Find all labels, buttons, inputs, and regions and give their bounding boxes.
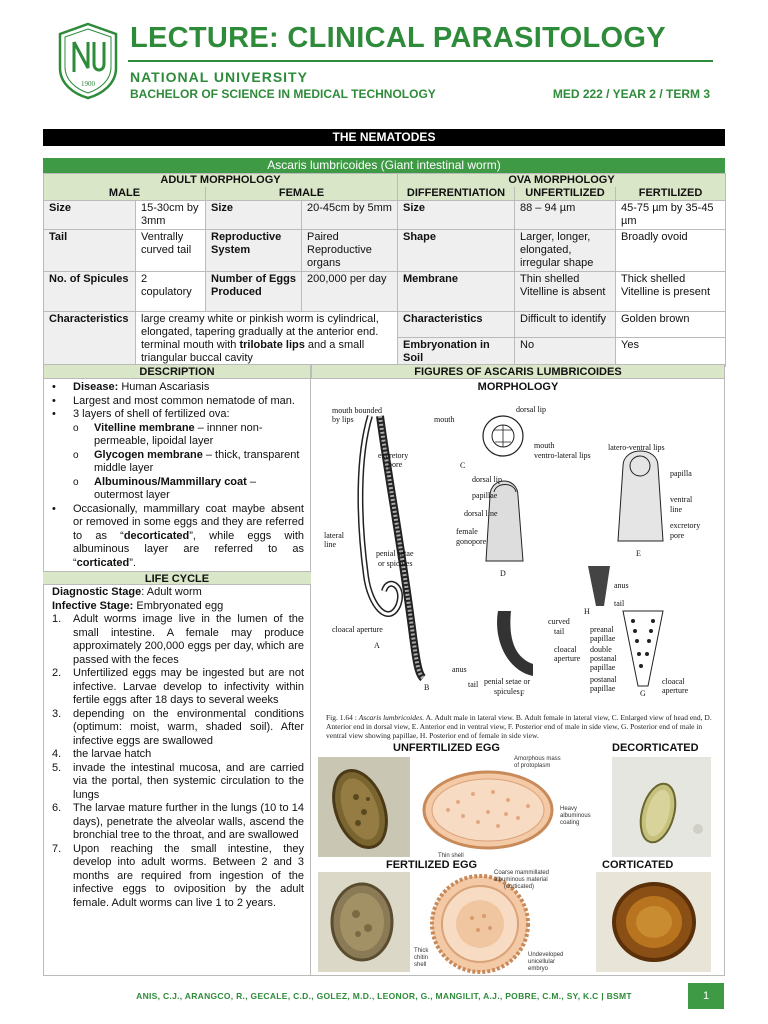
label: excretory [378,451,409,460]
cell: Broadly ovoid [616,230,726,272]
list-item: • Largest and most common nematode of man. [52,395,304,409]
life-cycle-section [52,586,304,910]
decorticated-label: DECORTICATED [612,742,699,754]
label: mouth [534,441,555,450]
step-text: Adult worms image live in the lumen of the small intestine. A female may produce approximately 200,000 eggs per day, which are passed with the feces [73,613,304,666]
course-info: MED 222 / YEAR 2 / TERM 3 [552,87,710,101]
cell: No [515,338,616,367]
description-heading: DESCRIPTION [43,364,311,379]
label: latero-ventral lips [608,443,665,452]
label: gonopore [456,537,487,546]
label: cloacal [554,645,577,654]
corticated-egg-photo [596,872,711,972]
cell: 200,000 per day [302,272,398,312]
label: female [456,527,478,536]
description-section [52,381,304,570]
life-cycle-step [52,613,304,667]
step-text: The larvae mature further in the lungs (10 to 14 days), penetrate the alveolar walls, ascend the bronchial tree to the throat, and are swallowed [73,802,304,841]
list-item [52,449,304,476]
characteristics-bold: trilobate lips [239,339,305,351]
page-header [0,0,768,118]
label: cloacal [662,677,685,686]
list-item [52,503,304,571]
label: Coarse mammillated [494,870,550,876]
label: dorsal line [464,509,498,518]
decorticated-egg-photo [612,757,711,857]
life-cycle-step [52,748,304,762]
life-cycle-step [52,802,304,843]
label: mouth [434,415,455,424]
cell: Reproductive System [206,230,302,272]
cell: Difficult to identify [515,312,616,338]
label: pore [670,531,685,540]
list-item [52,381,304,395]
cell: Embryonation in Soil [398,338,515,367]
cell: Paired Reproductive organs [302,230,398,272]
list-item: • 3 layers of shell of fertilized ova: [52,408,304,422]
label: penial setae or [484,677,531,686]
table-subheader-row [44,187,726,201]
university-logo [56,22,120,100]
life-cycle-heading: LIFE CYCLE [43,571,311,585]
morphology-figure [318,396,720,738]
cell: Golden brown [616,312,726,338]
cell: Larger, longer, elongated, irregular shape [515,230,616,272]
cell: Tail [44,230,136,272]
label: Undeveloped [528,952,564,958]
header-divider [128,60,713,62]
cell: Yes [616,338,726,367]
layer-name: Albuminous/Mammillary coat [94,475,247,488]
cell: Characteristics [398,312,515,338]
disease-label: Disease: [73,381,119,393]
fertilized-egg-photo [318,872,410,972]
label: dorsal lip [516,405,546,414]
program-name: BACHELOR OF SCIENCE IN MEDICAL TECHNOLOGY [130,87,436,101]
university-name: NATIONAL UNIVERSITY [130,69,308,85]
label: preanal [590,625,614,634]
label: B [424,683,430,692]
step-number: 4. [52,748,62,760]
table-row [44,201,726,230]
morphology-table [43,173,726,367]
label: C [460,461,466,470]
characteristics-text: large creamy white or pinkish worm is cylindrical, elongated, tapering gradually at the anterior end. terminal mouth with [141,313,379,351]
label: postanal [590,675,617,684]
step-number: 2. [52,667,62,679]
unfertilized-egg-photo [318,757,410,857]
step-text: the larvae hatch [73,748,152,760]
label: postanal [590,654,617,663]
label: A [374,641,380,650]
label: excretory [670,521,701,530]
label: papilla [670,469,692,478]
list-item [52,422,304,449]
label: penial setae [376,549,414,558]
label: D [500,569,506,578]
label: mouth bounded [332,406,382,415]
label: unicellular [528,959,556,965]
figure-caption [326,713,718,740]
label: tail [614,599,625,608]
step-number: 7. [52,842,62,855]
fertilized-egg-diagram [412,866,602,974]
step-number: 1. [52,613,62,625]
label: ventro-lateral lips [534,451,591,460]
unfertilized-egg-diagram [418,752,603,860]
step-text: invade the intestinal mucosa, and are carried via the portal, then systemic circulation to the lungs [73,761,304,801]
cell: Size [44,201,136,230]
label: chitin [414,955,429,961]
label: lateral [324,531,344,540]
ova-morphology-head: OVA MORPHOLOGY [398,174,726,188]
label: or spicules [378,559,413,568]
section-title: THE NEMATODES [43,129,725,146]
label: shell [414,962,427,968]
label: pore [388,460,403,469]
differentiation-head: DIFFERENTIATION [398,187,515,201]
label: cloacal aperture [332,625,383,634]
cell: Membrane [398,272,515,312]
diagnostic-stage [52,586,304,600]
layer-desc: – thick, transparent middle layer [94,448,300,474]
caption-label: Fig. 1.64 : [326,713,359,722]
label: by lips [332,415,354,424]
label: Heavy [560,806,578,812]
label: line [324,540,336,549]
cell: Number of Eggs Produced [206,272,302,312]
label: F [520,689,525,698]
caption-species: Ascaris lumbricoides. [358,713,425,722]
caption-text: A. Adult male in lateral view. B. Adult female in lateral view, C. Enlarged view of head end, D. Anterior end in dorsal view, E. Anterior end in ventral view, F. Posterior end of male in side view, G. Posterior end of male in ventral view showing papillae, H. Posterior end of female in side view. [326,713,712,740]
label: Diagnostic Stage [52,586,142,598]
label: tail [468,680,479,689]
characteristics-cell [136,312,398,367]
layer-desc: – innner non-permeable, lipoidal layer [94,421,263,447]
male-head: MALE [44,187,206,201]
life-cycle-step [52,708,304,749]
layer-name: Glycogen membrane [94,448,203,461]
life-cycle-step [52,762,304,803]
label: E [636,549,641,558]
step-text: Unfertilized eggs may be ingested but are not infective. Larvae develop to infectivity within fertile eggs after 18 days to several weeks [73,667,304,706]
corticated-label: CORTICATED [602,859,674,871]
label: line [670,505,682,514]
label: curved [548,617,570,626]
morphology-label: MORPHOLOGY [477,381,559,393]
cell: 88 – 94 µm [515,201,616,230]
table-row [44,230,726,272]
cell: 2 copulatory [136,272,206,312]
label: papillae [472,491,498,500]
label: embryo [528,966,549,972]
unfertilized-head: UNFERTILIZED [515,187,616,201]
table-header-row [44,174,726,188]
cell: Characteristics [44,312,136,367]
label: papillae [590,634,616,643]
adult-morphology-head: ADULT MORPHOLOGY [44,174,398,188]
label: albuminous material [494,877,548,883]
unfertilized-egg-label: UNFERTILIZED EGG [393,742,500,754]
label: papillae [590,684,616,693]
cell: Thick shelled Vitelline is present [616,272,726,312]
label: spicules [494,687,520,696]
cell: 15-30cm by 3mm [136,201,206,230]
label: double [590,645,612,654]
species-title: Ascaris lumbricoides (Giant intestinal worm) [43,158,725,173]
cell: No. of Spicules [44,272,136,312]
label: ventral [670,495,693,504]
text: ”. [129,556,136,569]
label: anus [614,581,629,590]
label: albuminous [560,813,591,819]
fertilized-head: FERTILIZED [616,187,726,201]
label: G [640,689,646,698]
label: Thin shell [438,853,464,859]
label: aperture [662,686,689,695]
label: H [584,607,590,616]
cell: Thin shelled Vitelline is absent [515,272,616,312]
cell: Size [206,201,302,230]
life-cycle-step [52,843,304,911]
cell: Shape [398,230,515,272]
label: dorsal lip [472,475,502,484]
label: Thick [414,948,429,954]
text: ”, while eggs with albuminous layer are referred to as “ [73,529,304,569]
value: Embryonated egg [133,599,224,612]
life-cycle-steps [52,613,304,910]
label: anus [452,665,467,674]
disease-value: Human Ascariasis [118,381,210,393]
step-number: 3. [52,707,62,720]
female-head: FEMALE [206,187,398,201]
life-cycle-step [52,667,304,708]
value: : Adult worm [141,586,202,598]
label: of protoplasm [514,763,551,769]
table-row [44,272,726,312]
text: Occasionally, mammillary coat maybe absent or removed in some eggs and they are referred to as “ [73,502,304,542]
fertilized-egg-label: FERTILIZED EGG [386,859,478,871]
cell: Ventrally curved tail [136,230,206,272]
cell: 20-45cm by 5mm [302,201,398,230]
page-title: LECTURE: CLINICAL PARASITOLOGY [130,22,666,54]
figures-heading: FIGURES OF ASCARIS LUMBRICOIDES [311,364,725,379]
logo-year: 1900 [81,80,95,88]
list-item [52,476,304,503]
step-number: 6. [52,802,62,814]
layer-name: Vitelline membrane [94,421,195,434]
infective-stage [52,600,304,614]
cell: 45-75 µm by 35-45 µm [616,201,726,230]
label: coating [560,820,580,826]
label: Amorphous mass [514,756,561,762]
step-text: Upon reaching the small intestine, they develop into adult worms. Between 2 and 3 months are required from ingestion of the infective eggs to oviposition by the adult female. Adult worms can live 1 to 2 years. [73,842,304,909]
label: (corticated) [504,884,535,890]
characteristics-text-end: and a small triangular buccal cavity [141,339,365,364]
label: papillae [590,663,616,672]
cell: Size [398,201,515,230]
term: decorticated [123,529,190,542]
label: tail [554,627,565,636]
label: Infective Stage: [52,599,134,612]
step-number: 5. [52,761,62,774]
table-row [44,312,726,338]
label: aperture [554,654,581,663]
page-number: 1 [688,983,724,1009]
step-text: depending on the environmental conditions (optimum: moist, warm, shaded soil). After infective eggs are swallowed [73,707,304,747]
footer-authors: ANIS, C.J., ARANGCO, R., GECALE, C.D., GOLEZ, M.D., LEONOR, G., MANGILIT, A.J., POBRE, C.M., SY, K.C | BSMT [136,991,632,1001]
term: corticated [76,556,130,569]
layer-desc: – outermost layer [94,475,256,501]
